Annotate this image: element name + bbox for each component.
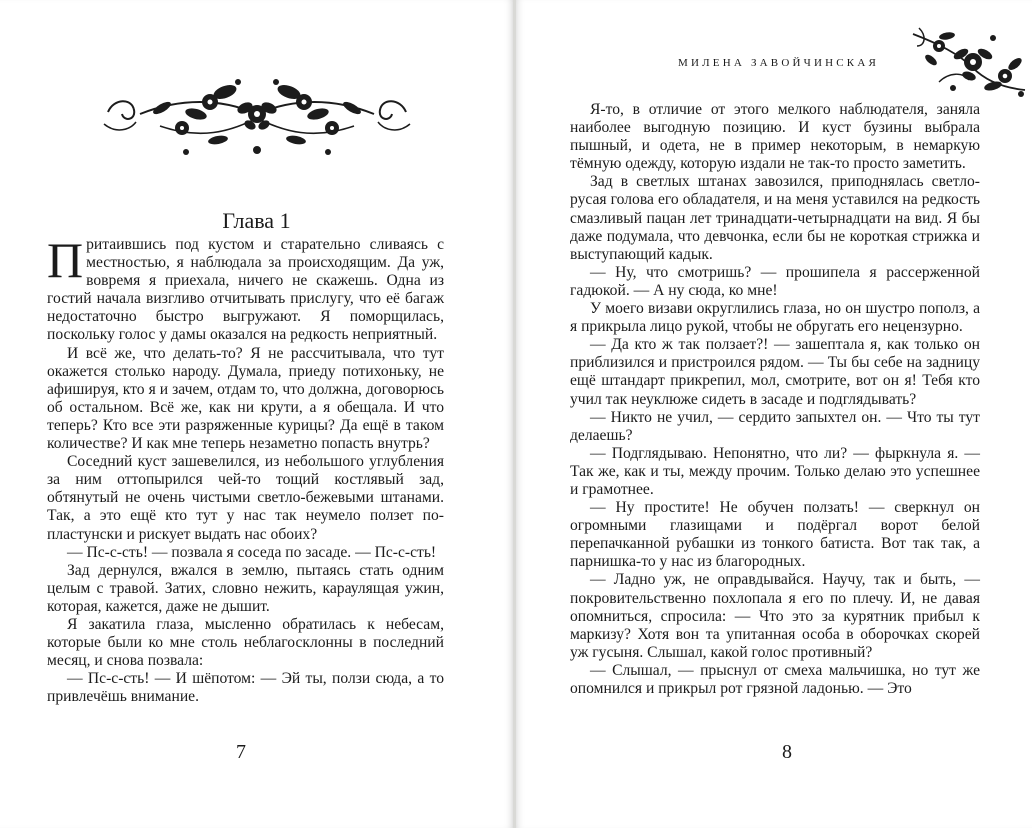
left-page-text bbox=[47, 232, 444, 706]
paragraph-text: ритаившись под кустом и старательно сливаясь с местностью, я наблюдала за происходящим. Да уж, вовремя я приехала, ничего не скажешь. Одна из гостий начала визгливо отчитывать прислугу, что её багаж недостаточно быстро выгружают. Я поморщилась, поскольку голос у дамы оказался на редкость неприятный. bbox=[47, 236, 444, 344]
running-head: МИЛЕНА ЗАВОЙЧИНСКАЯ bbox=[678, 57, 880, 69]
paragraph: И всё же, что делать-то? Я не рассчитывала, что тут окажется столько народу. Думала, приеду потихоньку, не афишируя, кто я и зачем, отдам то, что должна, договорюсь об остальном. Всё же, как ни крути, а я обещала. И что теперь? Кто все эти разряженные курицы? Да ещё в таком количестве? И как мне теперь незаметно попасть внутрь? bbox=[47, 344, 444, 453]
paragraph bbox=[47, 232, 444, 345]
paragraph: Зад дернулся, вжался в землю, пытаясь стать одним целым с травой. Затих, словно нежить, караулящая ужин, которая, кажется, даже не дышит. bbox=[47, 561, 444, 615]
paragraph: Я-то, в отличие от этого мелкого наблюдателя, заняла наиболее выгодную позицию. И куст бузины выбрала пышный, и одета, не в пример некоторым, в немаркую тёмную одежду, которую издали не так-то просто заметить. bbox=[570, 101, 980, 173]
paragraph: Зад в светлых штанах завозился, приподнялась светло-русая голова его обладателя, и на меня уставился на редкость смазливый пацан лет тринадцати-четырнадцати на вид. Я бы даже подумала, что девчонка, если бы не короткая стрижка и выступающий кадык. bbox=[570, 173, 980, 263]
chapter-title: Глава 1 bbox=[222, 208, 291, 233]
paragraph: Соседний куст зашевелился, из небольшого углубления за ним оттопырился чей-то тощий костлявый зад, обтянутый не очень чистыми светло-бежевыми штанами. Так, а это ещё кто тут у нас так неумело ползет по-пластунски и рискует выдать нас обоих? bbox=[47, 453, 444, 543]
paragraph: — Да кто ж так ползает?! — зашептала я, как только он приблизился и пристроился рядом. — Ты бы себе на задницу ещё штандарт прикрепил, мол, смотрите, вот он я! Тебя кто учил так неуклюже сидеть в засаде и подглядывать? bbox=[570, 336, 980, 408]
floral-vignette-icon bbox=[100, 68, 414, 162]
right-page-text bbox=[570, 101, 980, 698]
page-number: 7 bbox=[236, 741, 246, 763]
floral-corner-icon bbox=[909, 24, 1029, 102]
paragraph: — Никто не учил, — сердито запыхтел он. — Что ты тут делаешь? bbox=[570, 408, 980, 444]
paragraph: — Ладно уж, не оправдывайся. Научу, так и быть, — покровительственно похлопала я его по плечу. И, не давая опомниться, спросила: — Что это за курятник прибыл к маркизу? Хотя вон та упитанная особа в оборочках скорей уж гусыня. Слышал, какой голос противный? bbox=[570, 571, 980, 661]
paragraph: — Подглядываю. Непонятно, что ли? — фыркнула я. — Так же, как и ты, между прочим. Только делаю это успешнее и грамотнее. bbox=[570, 444, 980, 498]
right-page bbox=[516, 0, 1032, 828]
paragraph: У моего визави округлились глаза, но он шустро пополз, а я прикрыла лицо рукой, чтобы не обругать его нецензурно. bbox=[570, 300, 980, 336]
paragraph: — Ну простите! Не обучен ползать! — сверкнул он огромными глазищами и подёргал ворот белой перепачканной рубашки из тонкого батиста. Вот так так, а парнишка-то у нас из благородных. bbox=[570, 499, 980, 571]
page-number: 8 bbox=[782, 741, 792, 763]
paragraph: — Слышал, — прыснул от смеха мальчишка, но тут же опомнился и прикрыл рот грязной ладонью. — Это bbox=[570, 661, 980, 697]
paragraph: — Пс-с-сть! — позвала я соседа по засаде. — Пс-с-сть! bbox=[67, 543, 437, 561]
paragraph: — Пс-с-сть! — И шёпотом: — Эй ты, ползи сюда, а то привлечёшь внимание. bbox=[47, 670, 444, 706]
left-page bbox=[0, 0, 513, 828]
paragraph: — Ну, что смотришь? — прошипела я рассерженной гадюкой. — А ну сюда, ко мне! bbox=[570, 263, 980, 299]
paragraph: Я закатила глаза, мысленно обратилась к небесам, которые были ко мне столь неблагосклонны в последний месяц, и снова позвала: bbox=[47, 615, 444, 670]
drop-cap: П bbox=[47, 232, 84, 288]
